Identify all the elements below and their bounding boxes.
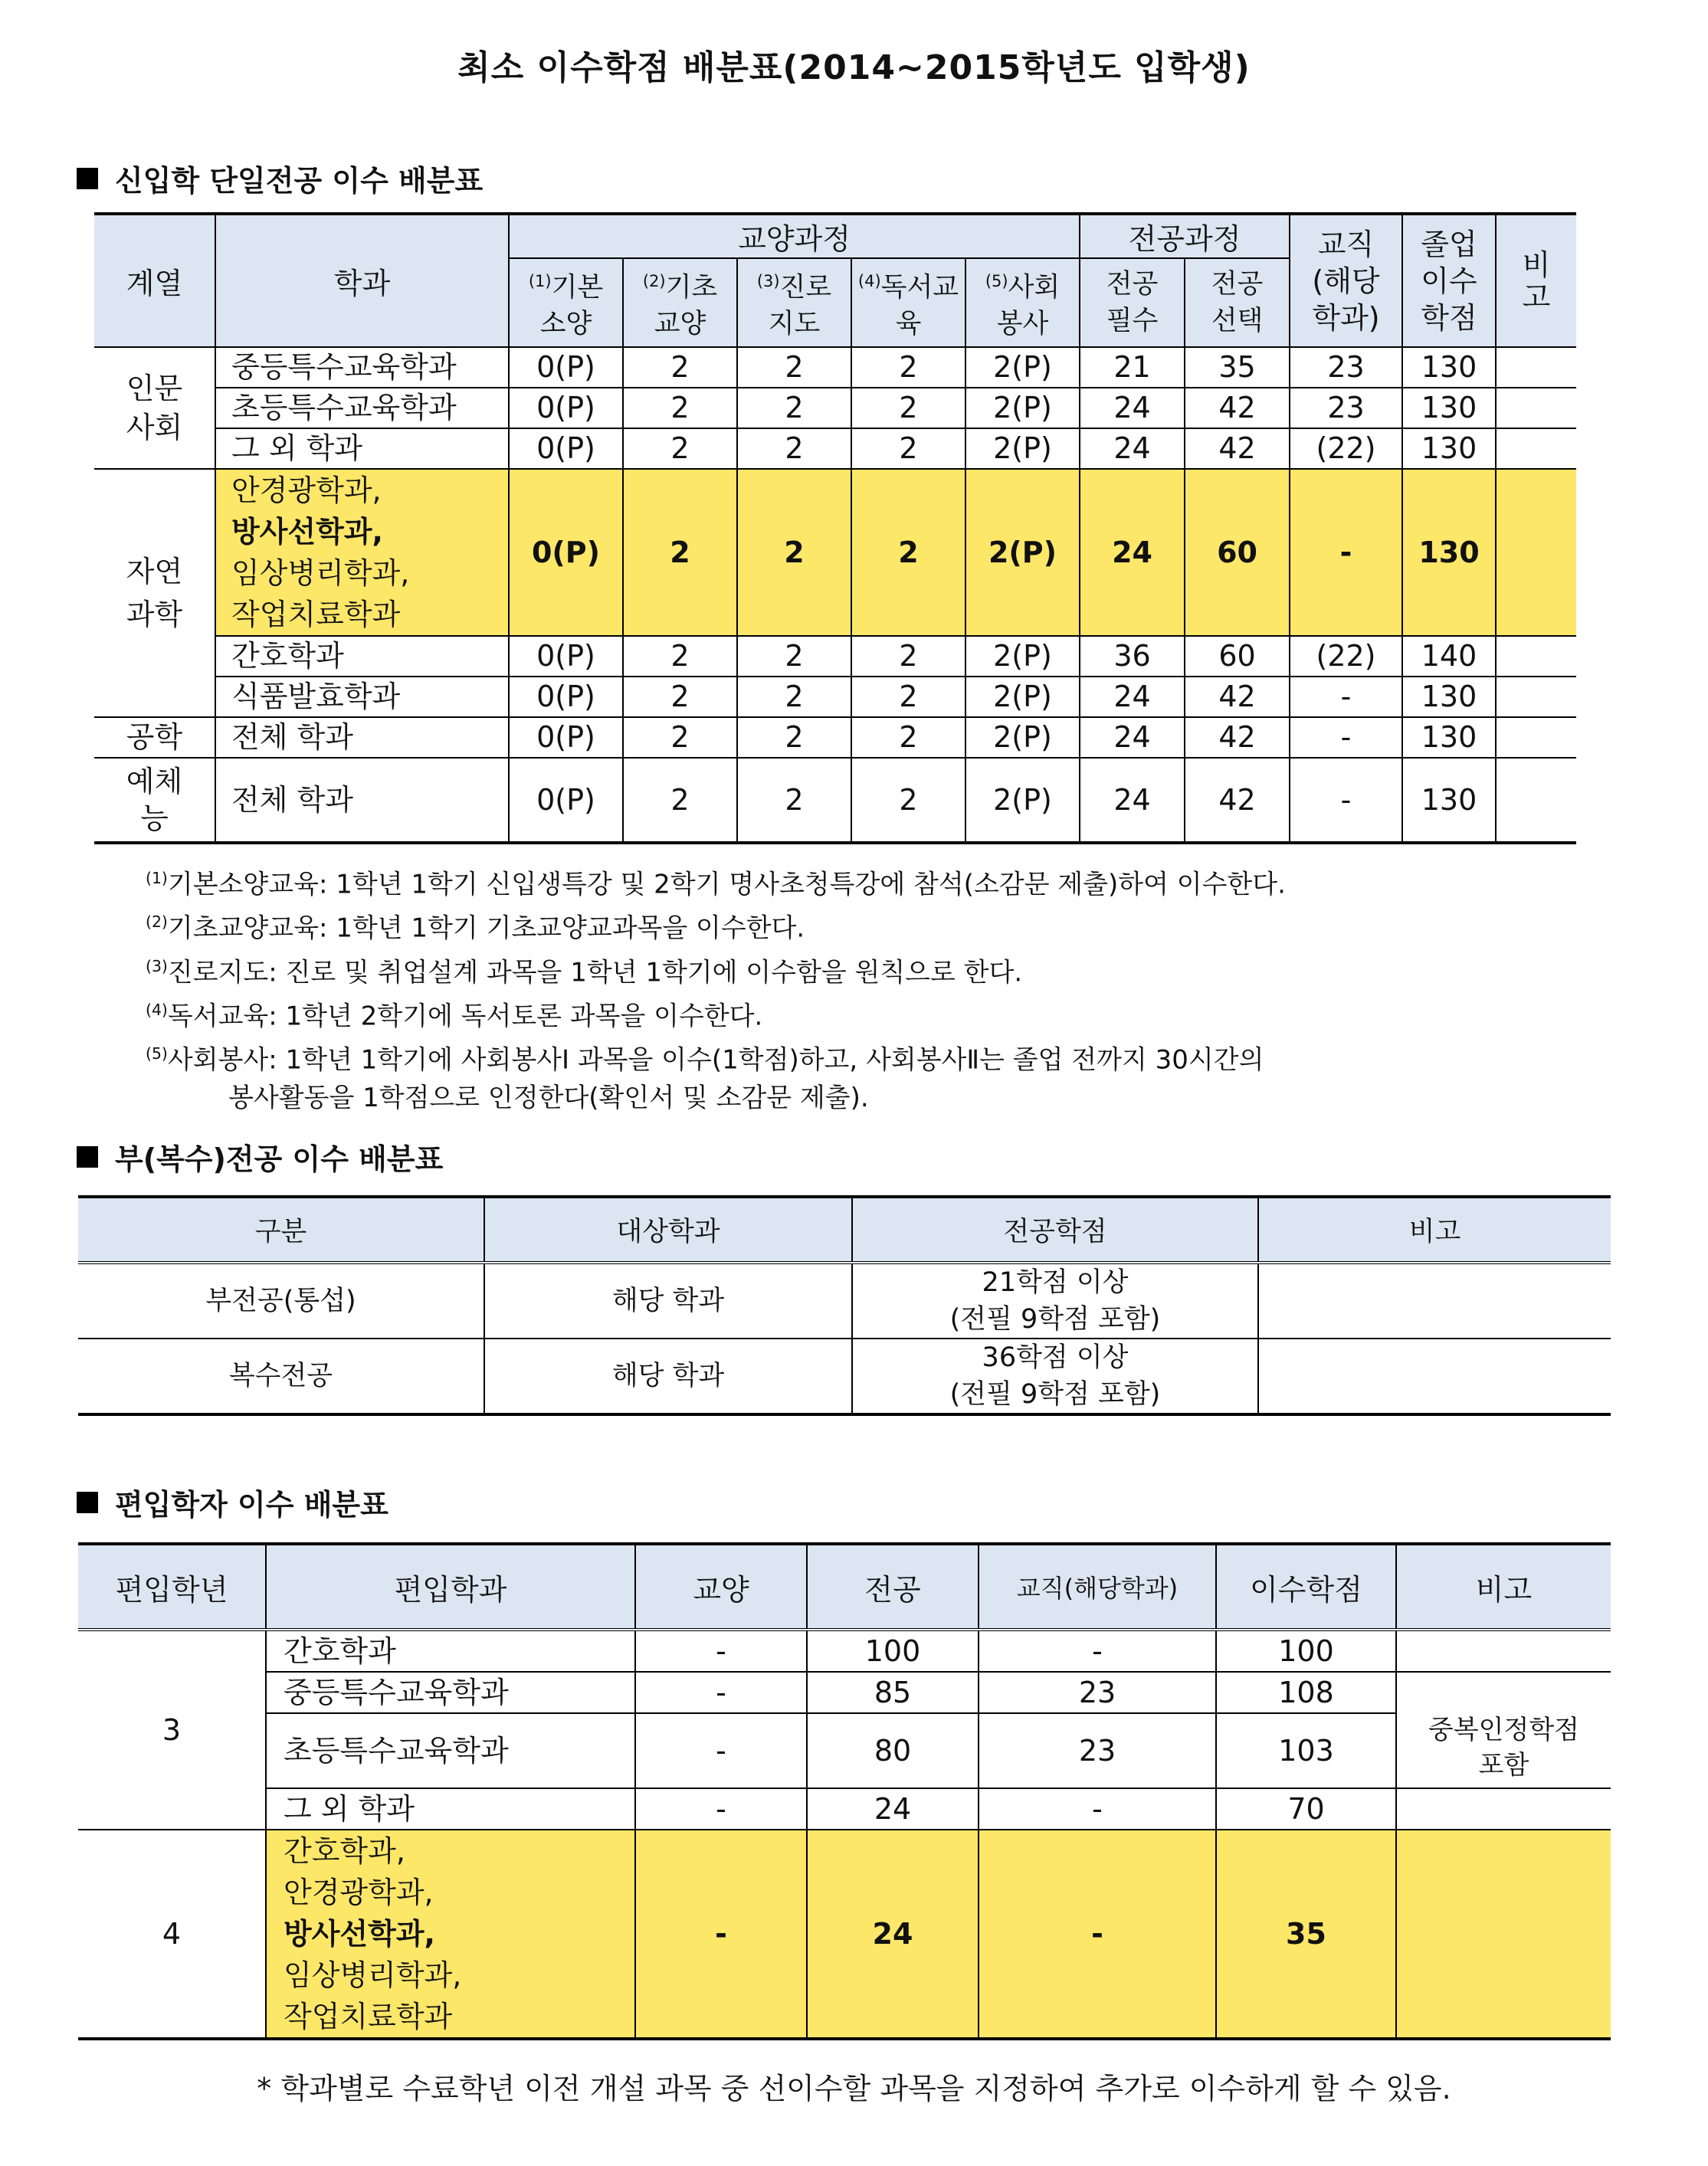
header-general-course: 교양과정 <box>509 214 1080 258</box>
group-label: 인문 <box>126 371 183 405</box>
note-cell <box>1396 1630 1611 1672</box>
section-heading-text: 부(복수)전공 이수 배분표 <box>115 1142 444 1176</box>
value-cell: 2(P) <box>965 677 1080 717</box>
value-cell: - <box>1290 677 1402 717</box>
value-cell: 2(P) <box>965 388 1080 428</box>
value-cell: 0(P) <box>509 428 623 469</box>
value-cell: 130 <box>1402 388 1496 428</box>
footnote-2 <box>146 903 1286 947</box>
dept-cell: 간호학과 <box>215 636 509 677</box>
type-cell: 복수전공 <box>78 1339 484 1414</box>
credit-line: (전필 9학점 포함) <box>949 1379 1161 1410</box>
year-cell: 3 <box>78 1630 266 1830</box>
value-cell: - <box>1290 758 1402 843</box>
value-cell: - <box>635 1672 807 1713</box>
value-cell: 140 <box>1402 636 1496 677</box>
square-bullet-icon <box>77 168 98 189</box>
header-general: 교양 <box>635 1544 807 1630</box>
value-cell: 70 <box>1216 1788 1396 1830</box>
header-sub-6 <box>1080 258 1185 347</box>
header-graduation <box>1402 214 1496 347</box>
header-sub-1 <box>509 258 623 347</box>
value-cell: 130 <box>1402 428 1496 469</box>
header-total: 이수학점 <box>1216 1544 1396 1630</box>
value-cell: - <box>979 1788 1216 1830</box>
footnote-3 <box>146 948 1286 991</box>
value-cell: 130 <box>1402 469 1496 636</box>
footnote-mark: (4) <box>857 271 881 290</box>
value-cell: 2 <box>737 347 851 388</box>
value-cell: 2 <box>737 717 851 758</box>
credit-cell <box>852 1263 1258 1339</box>
value-cell: - <box>979 1830 1216 2039</box>
dept-cell: 식품발효학과 <box>215 677 509 717</box>
footnote-text: 독서교육: 1학년 2학기에 독서토론 과목을 이수한다. <box>167 1001 763 1032</box>
credit-line: (전필 9학점 포함) <box>949 1304 1161 1335</box>
header-note <box>1496 214 1576 347</box>
note-line: 포함 <box>1478 1750 1529 1781</box>
value-cell: (22) <box>1290 636 1402 677</box>
dept-cell: 중등특수교육학과 <box>215 347 509 388</box>
footnote-5 <box>146 1035 1286 1079</box>
value-cell: 2 <box>851 758 965 843</box>
header-credit: 전공학점 <box>852 1197 1258 1263</box>
value-cell: 0(P) <box>509 758 623 843</box>
value-cell: 2(P) <box>965 428 1080 469</box>
footnote-mark: (2) <box>146 913 168 932</box>
dept-cell: 초등특수교육학과 <box>215 388 509 428</box>
value-cell: 2 <box>737 677 851 717</box>
value-cell: 103 <box>1216 1713 1396 1788</box>
value-cell: 2(P) <box>965 347 1080 388</box>
value-cell: 0(P) <box>509 469 623 636</box>
footnote-mark: (1) <box>528 271 552 290</box>
header-type: 구분 <box>78 1197 484 1263</box>
footnote-5-cont <box>146 1080 1286 1117</box>
dept-cell: 전체 학과 <box>215 758 509 843</box>
dept-cell <box>266 1830 635 2039</box>
group-label: 자연 <box>126 555 183 588</box>
value-cell: 23 <box>979 1672 1216 1713</box>
value-cell: 24 <box>1080 677 1185 717</box>
footnote-text: 봉사활동을 1학점으로 인정한다(확인서 및 소감문 제출). <box>146 1082 869 1113</box>
sub-label: 선택 <box>1211 306 1264 336</box>
sub-label: 육 <box>895 309 922 340</box>
header-grad-l1: 졸업 <box>1421 227 1477 261</box>
group-label: 능 <box>140 801 169 835</box>
footnote-mark: (5) <box>146 1044 168 1063</box>
footnote-text: 사회봉사: 1학년 1학기에 사회봉사Ⅰ 과목을 이수(1학점)하고, 사회봉사Ⅱ는 졸업 전까지 30시간의 <box>167 1044 1264 1076</box>
section-heading-transfer <box>77 1481 388 1523</box>
value-cell: 2(P) <box>965 636 1080 677</box>
group-engineering: 공학 <box>94 717 215 758</box>
header-note: 비고 <box>1396 1544 1611 1630</box>
table-row-highlighted <box>78 1830 1611 2039</box>
note-line: 중복인정학점 <box>1428 1715 1580 1745</box>
value-cell: - <box>635 1713 807 1788</box>
table-row <box>94 636 1576 677</box>
header-major-course: 전공과정 <box>1080 214 1290 258</box>
header-sub-3 <box>737 258 851 347</box>
value-cell: 100 <box>807 1630 979 1672</box>
value-cell: 2 <box>851 636 965 677</box>
note-cell <box>1496 717 1576 758</box>
minor-major-table <box>78 1195 1611 1416</box>
table-row <box>78 1713 1611 1788</box>
square-bullet-icon <box>77 1492 98 1513</box>
header-note-l2: 고 <box>1522 280 1551 314</box>
value-cell: 42 <box>1185 717 1290 758</box>
note-cell <box>1496 469 1576 636</box>
dept-line: 방사선학과, <box>284 1917 435 1951</box>
header-note-l1: 비 <box>1522 247 1551 282</box>
value-cell: 42 <box>1185 758 1290 843</box>
group-label: 예체 <box>126 765 183 798</box>
dept-cell: 전체 학과 <box>215 717 509 758</box>
note-cell <box>1496 758 1576 843</box>
dept-line: 안경광학과, <box>231 474 382 507</box>
value-cell: 35 <box>1185 347 1290 388</box>
page-title: 최소 이수학점 배분표(2014~2015학년도 입학생) <box>457 48 1251 87</box>
value-cell: 42 <box>1185 388 1290 428</box>
footer-note: * 학과별로 수료학년 이전 개설 과목 중 선이수할 과목을 지정하여 추가로 이수하게 할 수 있음. <box>257 2072 1451 2105</box>
table-row <box>94 677 1576 717</box>
dept-line: 작업치료학과 <box>284 2000 453 2033</box>
value-cell: 2 <box>623 758 737 843</box>
header-grad-l3: 학점 <box>1421 300 1477 335</box>
sub-label: 전공 <box>1106 269 1159 300</box>
group-label: 과학 <box>126 598 183 631</box>
note-cell <box>1258 1263 1611 1339</box>
section-heading-minor-major <box>77 1135 443 1178</box>
header-teaching: 교직(해당학과) <box>979 1544 1216 1630</box>
dept-line: 임상병리학과, <box>284 1958 462 1992</box>
value-cell: 2 <box>737 469 851 636</box>
header-teaching-l2: (해당 <box>1312 264 1380 298</box>
table-row-highlighted <box>94 469 1576 636</box>
table-row <box>78 1630 1611 1672</box>
footnote-mark: (1) <box>146 869 168 887</box>
value-cell: 21 <box>1080 347 1185 388</box>
dept-line: 안경광학과, <box>284 1876 434 1909</box>
footnote-text: 기본소양교육: 1학년 1학기 신입생특강 및 2학기 명사초청특강에 참석(소감문 제출)하여 이수한다. <box>167 869 1286 900</box>
note-cell <box>1496 347 1576 388</box>
target-cell: 해당 학과 <box>484 1339 852 1414</box>
credit-line: 21학점 이상 <box>982 1267 1129 1298</box>
sub-label: 소양 <box>539 309 592 340</box>
table-row <box>78 1672 1611 1713</box>
value-cell: 23 <box>1290 388 1402 428</box>
group-humanities <box>94 347 215 469</box>
dept-cell: 그 외 학과 <box>266 1788 635 1830</box>
value-cell: 80 <box>807 1713 979 1788</box>
sub-label: 지도 <box>768 309 821 340</box>
header-grad-l2: 이수 <box>1421 264 1477 298</box>
sub-label: 전공 <box>1211 269 1264 300</box>
value-cell: - <box>635 1788 807 1830</box>
value-cell: 0(P) <box>509 677 623 717</box>
credit-line: 36학점 이상 <box>982 1342 1129 1373</box>
value-cell: 60 <box>1185 636 1290 677</box>
dept-line: 임상병리학과, <box>231 556 410 590</box>
value-cell: 2(P) <box>965 469 1080 636</box>
dept-cell <box>215 469 509 636</box>
note-cell <box>1496 636 1576 677</box>
value-cell: 0(P) <box>509 388 623 428</box>
header-note: 비고 <box>1258 1197 1611 1263</box>
footnote-1 <box>146 860 1286 903</box>
value-cell: 2 <box>623 677 737 717</box>
value-cell: 0(P) <box>509 636 623 677</box>
type-cell: 부전공(통섭) <box>78 1263 484 1339</box>
note-cell <box>1396 1672 1611 1788</box>
footnote-mark: (3) <box>756 271 780 290</box>
value-cell: 2 <box>851 347 965 388</box>
value-cell: 130 <box>1402 758 1496 843</box>
value-cell: 42 <box>1185 428 1290 469</box>
value-cell: 0(P) <box>509 347 623 388</box>
value-cell: - <box>1290 717 1402 758</box>
header-major: 전공 <box>807 1544 979 1630</box>
dept-line: 방사선학과, <box>231 515 383 549</box>
value-cell: 2(P) <box>965 717 1080 758</box>
value-cell: 23 <box>1290 347 1402 388</box>
header-sub-7 <box>1185 258 1290 347</box>
value-cell: - <box>635 1630 807 1672</box>
footnote-4 <box>146 991 1286 1035</box>
dept-line: 간호학과, <box>284 1834 405 1868</box>
value-cell: (22) <box>1290 428 1402 469</box>
note-cell <box>1396 1830 1611 2039</box>
value-cell: 130 <box>1402 717 1496 758</box>
table-row <box>78 1788 1611 1830</box>
section-heading-single-major <box>77 157 483 199</box>
year-cell: 4 <box>78 1830 266 2039</box>
footnote-mark: (3) <box>146 956 168 975</box>
value-cell: 24 <box>1080 428 1185 469</box>
value-cell: 24 <box>807 1830 979 2039</box>
footnote-text: 기초교양교육: 1학년 1학기 기초교양교과목을 이수한다. <box>167 913 805 944</box>
value-cell: 108 <box>1216 1672 1396 1713</box>
group-label: 사회 <box>126 410 183 444</box>
value-cell: 2 <box>851 388 965 428</box>
table-row <box>78 1339 1611 1414</box>
header-target: 대상학과 <box>484 1197 852 1263</box>
table-row <box>94 428 1576 469</box>
value-cell: 23 <box>979 1713 1216 1788</box>
section-heading-text: 신입학 단일전공 이수 배분표 <box>115 164 484 198</box>
value-cell: 130 <box>1402 677 1496 717</box>
footnote-text: 진로지도: 진로 및 취업설계 과목을 1학년 1학기에 이수함을 원칙으로 한다. <box>167 956 1023 988</box>
value-cell: 2 <box>737 758 851 843</box>
value-cell: 2 <box>851 717 965 758</box>
value-cell: 2 <box>623 469 737 636</box>
value-cell: 2 <box>737 388 851 428</box>
sub-label: 독서교 <box>880 272 959 303</box>
value-cell: 2 <box>851 428 965 469</box>
header-teaching <box>1290 214 1402 347</box>
header-dept: 편입학과 <box>266 1544 635 1630</box>
value-cell: 24 <box>807 1788 979 1830</box>
dept-cell: 중등특수교육학과 <box>266 1672 635 1713</box>
value-cell: 60 <box>1185 469 1290 636</box>
header-dept: 학과 <box>215 214 509 347</box>
header-field: 계열 <box>94 214 215 347</box>
sub-label: 교양 <box>654 309 706 340</box>
dept-line: 작업치료학과 <box>231 598 401 631</box>
value-cell: 2 <box>623 717 737 758</box>
value-cell: 2 <box>623 428 737 469</box>
table-row <box>94 758 1576 843</box>
sub-label: 봉사 <box>996 309 1049 340</box>
footnotes <box>146 860 1286 1117</box>
value-cell: 2 <box>737 636 851 677</box>
value-cell: 24 <box>1080 758 1185 843</box>
section-heading-text: 편입학자 이수 배분표 <box>115 1488 388 1522</box>
note-cell <box>1496 428 1576 469</box>
footnote-mark: (2) <box>642 271 666 290</box>
group-arts <box>94 758 215 843</box>
sub-label: 사회 <box>1008 272 1061 303</box>
value-cell: 24 <box>1080 469 1185 636</box>
value-cell: 36 <box>1080 636 1185 677</box>
square-bullet-icon <box>77 1146 98 1168</box>
value-cell: 24 <box>1080 717 1185 758</box>
header-teaching-l3: 학과) <box>1312 300 1380 335</box>
value-cell: 2 <box>623 388 737 428</box>
value-cell: 130 <box>1402 347 1496 388</box>
dept-cell: 초등특수교육학과 <box>266 1713 635 1788</box>
value-cell: 0(P) <box>509 717 623 758</box>
dept-cell: 간호학과 <box>266 1630 635 1672</box>
single-major-table <box>94 212 1576 844</box>
table-row <box>94 717 1576 758</box>
sub-label: 진로 <box>779 272 832 303</box>
value-cell: 42 <box>1185 677 1290 717</box>
note-cell <box>1258 1339 1611 1414</box>
sub-label: 기초 <box>665 272 718 303</box>
sub-label: 기본 <box>551 272 604 303</box>
value-cell: 2 <box>737 428 851 469</box>
value-cell: - <box>635 1830 807 2039</box>
header-year: 편입학년 <box>78 1544 266 1630</box>
value-cell: 24 <box>1080 388 1185 428</box>
note-cell <box>1496 388 1576 428</box>
table-row <box>94 388 1576 428</box>
sub-label: 필수 <box>1106 306 1159 336</box>
value-cell: - <box>979 1630 1216 1672</box>
value-cell: 2 <box>851 469 965 636</box>
footnote-mark: (4) <box>146 1000 168 1019</box>
dept-cell: 그 외 학과 <box>215 428 509 469</box>
value-cell: 2 <box>623 636 737 677</box>
credit-cell <box>852 1339 1258 1414</box>
value-cell: 85 <box>807 1672 979 1713</box>
value-cell: 2 <box>623 347 737 388</box>
footnote-mark: (5) <box>985 271 1008 290</box>
value-cell: 35 <box>1216 1830 1396 2039</box>
table-row <box>78 1263 1611 1339</box>
value-cell: 100 <box>1216 1630 1396 1672</box>
value-cell: - <box>1290 469 1402 636</box>
note-cell <box>1396 1788 1611 1830</box>
value-cell: 2(P) <box>965 758 1080 843</box>
transfer-table <box>78 1542 1611 2040</box>
note-cell <box>1496 677 1576 717</box>
target-cell: 해당 학과 <box>484 1263 852 1339</box>
header-teaching-l1: 교직 <box>1317 227 1375 261</box>
value-cell: 2 <box>851 677 965 717</box>
table-row <box>94 347 1576 388</box>
header-sub-5 <box>965 258 1080 347</box>
header-sub-2 <box>623 258 737 347</box>
group-science <box>94 469 215 717</box>
header-sub-4 <box>851 258 965 347</box>
